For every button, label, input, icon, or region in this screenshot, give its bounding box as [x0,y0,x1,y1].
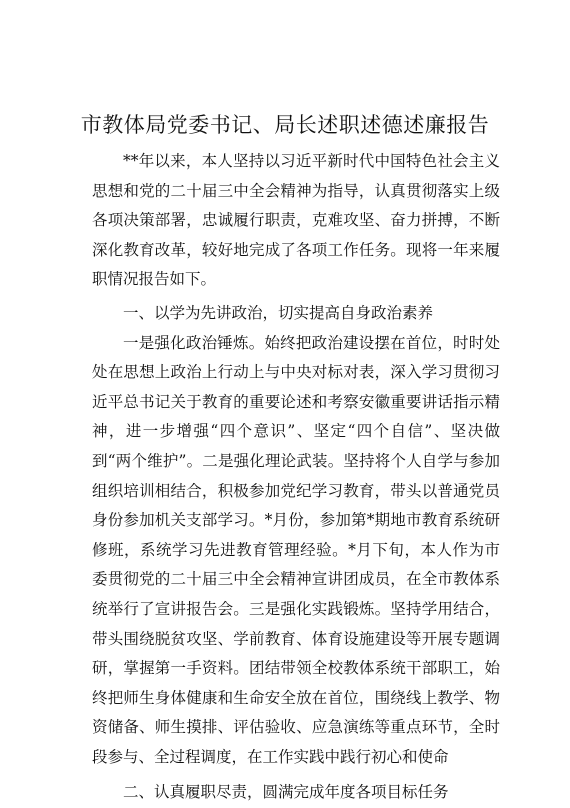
document-body [92,147,500,808]
intro-paragraph: **年以来，本人坚持以习近平新时代中国特色社会主义思想和党的二十届三中全会精神为指导，认真贯彻落实上级各项决策部署，忠诚履行职责，克难攻坚、奋力拼搏，不断深化教育改革，较好地完成了各项工作任务。现将一年来履职情况报告如下。 [92,152,500,289]
section-heading-1: 一、以学为先讲政治，切实提高自身政治素养 [123,303,434,322]
section-1-paragraph: 一是强化政治锤炼。始终把政治建设摆在首位，时时处处在思想上政治上行动上与中央对标对表，深入学习贯彻习近平总书记关于教育的重要论述和考察安徽重要讲话指示精神，进一步增强“四个意识”、坚定“四个自信”、坚决做到“两个维护”。二是强化理论武装。坚持将个人自学与参加组织培训相结合，积极参加党纪学习教育，带头以普通党员身份参加机关支部学习。*月份，参加第*期地市教育系统研修班，系统学习先进教育管理经验。*月下旬，本人作为市委贯彻党的二十届三中全会精神宣讲团成员，在全市教体系统举行了宣讲报告会。三是强化实践锻炼。坚持学用结合，带头围绕脱贫攻坚、学前教育、体育设施建设等开展专题调研，掌握第一手资料。团结带领全校教体系统干部职工，始终把师生身体健康和生命安全放在首位，围绕线上教学、物资储备、师生摸排、评估验收、应急演练等重点环节，全时段参与、全过程调度，在工作实践中践行初心和使命 [92,333,500,766]
document-title: 市教体局党委书记、局长述职述德述廉报告 [80,113,490,137]
section-heading-2: 二、认真履职尽责，圆满完成年度各项目标任务 [123,783,449,802]
